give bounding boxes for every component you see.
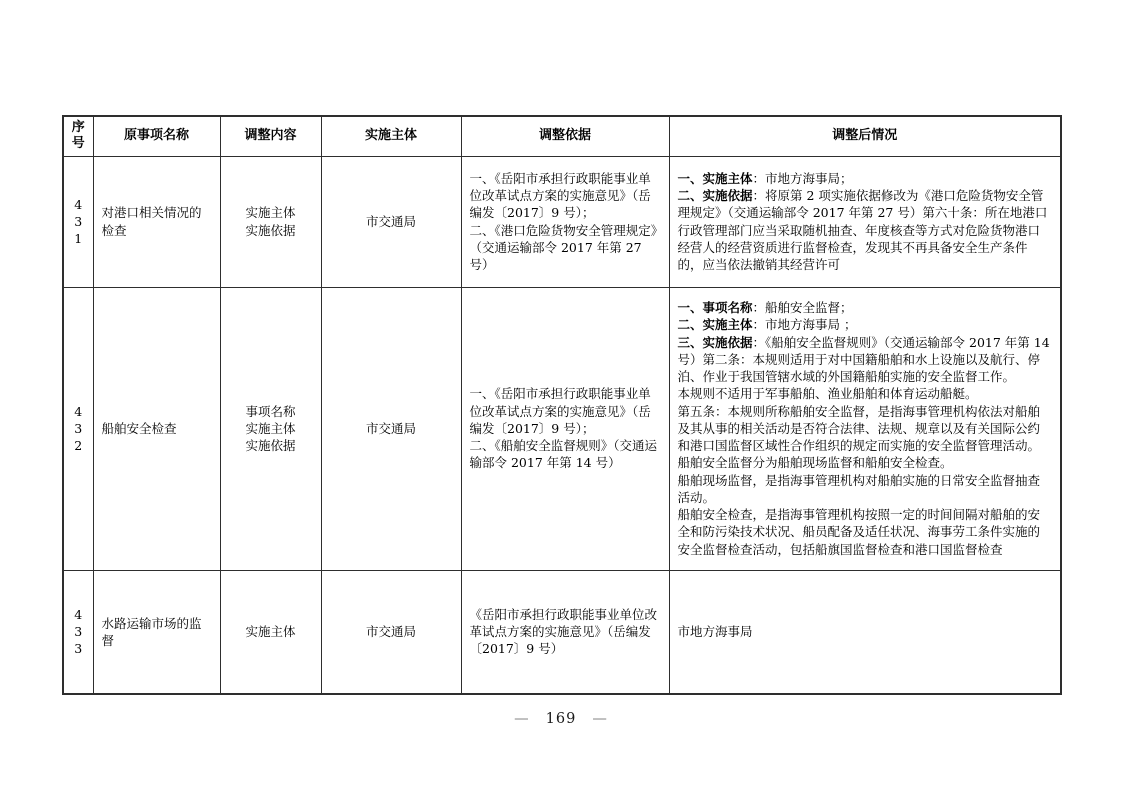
- column-header: 序 号: [63, 116, 93, 156]
- after-text: 市地方海事局: [677, 624, 753, 640]
- table-row: [63, 156, 1061, 287]
- after-text: ：市地方海事局 ；: [752, 317, 857, 333]
- table-row: [63, 287, 1061, 570]
- column-header: 调整内容: [220, 116, 321, 156]
- cell-after-adjustment: [669, 156, 1061, 287]
- cell-implementing-subject: 市交通局: [321, 287, 461, 570]
- adjustment-items-table: [62, 115, 1062, 695]
- page-dash-right: —: [592, 711, 608, 727]
- cell-adjust-content: 实施主体: [220, 570, 321, 694]
- after-label-bold: 二、实施主体: [677, 317, 753, 333]
- cell-original-item-name: 船舶安全检查: [93, 287, 220, 570]
- cell-original-item-name: 水路运输市场的监督: [93, 570, 220, 694]
- after-text: ：市地方海事局；: [752, 170, 853, 186]
- after-label-bold: 一、实施主体: [677, 170, 753, 186]
- page-number: [0, 711, 1122, 727]
- cell-adjust-basis: 《岳阳市承担行政职能事业单位改革试点方案的实施意见》（岳编发〔2017〕9 号）: [461, 570, 669, 694]
- cell-original-item-name: 对港口相关情况的检查: [93, 156, 220, 287]
- header-row: [63, 116, 1061, 156]
- page-dash-left: —: [514, 711, 530, 727]
- column-header: 原事项名称: [93, 116, 220, 156]
- after-text: ：船舶安全监督；: [752, 300, 853, 316]
- cell-adjust-content: 事项名称 实施主体 实施依据: [220, 287, 321, 570]
- cell-after-adjustment: [669, 287, 1061, 570]
- cell-seq-number: 431: [63, 156, 93, 287]
- after-text: 本规则不适用于军事船舶、渔业船舶和体育运动船艇。: [677, 386, 978, 402]
- after-label-bold: 三、实施依据: [677, 334, 753, 350]
- cell-seq-number: 433: [63, 570, 93, 694]
- after-text: 船舶安全检查，是指海事管理机构按照一定的时间间隔对船舶的安全和防污染技术状况、船员配备及适任状况、海事劳工条件实施的安全监督检查活动，包括船旗国监督检查和港口国监督检查: [677, 507, 1041, 557]
- after-text: ：《船舶安全监督规则》（交通运输部令 2017 年第 14 号）第二条：本规则适用于对中国籍船舶和水上设施以及航行、停泊、作业于我国管辖水域的外国籍船舶实施的安全监督工作。: [677, 334, 1050, 385]
- cell-implementing-subject: 市交通局: [321, 156, 461, 287]
- page-number-value: 169: [545, 711, 577, 727]
- column-header: 调整后情况: [669, 116, 1061, 156]
- cell-implementing-subject: 市交通局: [321, 570, 461, 694]
- column-header: 实施主体: [321, 116, 461, 156]
- table-row: [63, 570, 1061, 694]
- cell-seq-number: 432: [63, 287, 93, 570]
- after-text: ：将原第 2 项实施依据修改为《港口危险货物安全管理规定》（交通运输部令 2017 年第 27 号）第六十条：所在地港口行政管理部门应当采取随机抽查、年度核查等方式对危险货物港口经营人的经营资质进行监督检查，发现其不再具备安全生产条件的，应当依法撤销其经营许可: [677, 188, 1048, 272]
- cell-adjust-basis: 一、《岳阳市承担行政职能事业单位改革试点方案的实施意见》（岳编发〔2017〕9 号）； 二、《港口危险货物安全管理规定》（交通运输部令 2017 年第 27 号）: [461, 156, 669, 287]
- cell-after-adjustment: [669, 570, 1061, 694]
- after-label-bold: 二、实施依据: [677, 188, 753, 203]
- cell-adjust-basis: 一、《岳阳市承担行政职能事业单位改革试点方案的实施意见》（岳编发〔2017〕9 号）； 二、《船舶安全监督规则》（交通运输部令 2017 年第 14 号）: [461, 287, 669, 570]
- after-label-bold: 一、事项名称: [677, 300, 753, 316]
- column-header: 调整依据: [461, 116, 669, 156]
- after-text: 船舶现场监督，是指海事管理机构对船舶实施的日常安全监督抽查活动。: [677, 472, 1041, 505]
- cell-adjust-content: 实施主体 实施依据: [220, 156, 321, 287]
- after-text: 第五条：本规则所称船舶安全监督，是指海事管理机构依法对船舶及其从事的相关活动是否符合法律、法规、规章以及有关国际公约和港口国监督区域性合作组织的规定而实施的安全监督管理活动。船舶安全监督分为船舶现场监督和船舶安全检查。: [677, 403, 1041, 471]
- table-body: [63, 156, 1061, 694]
